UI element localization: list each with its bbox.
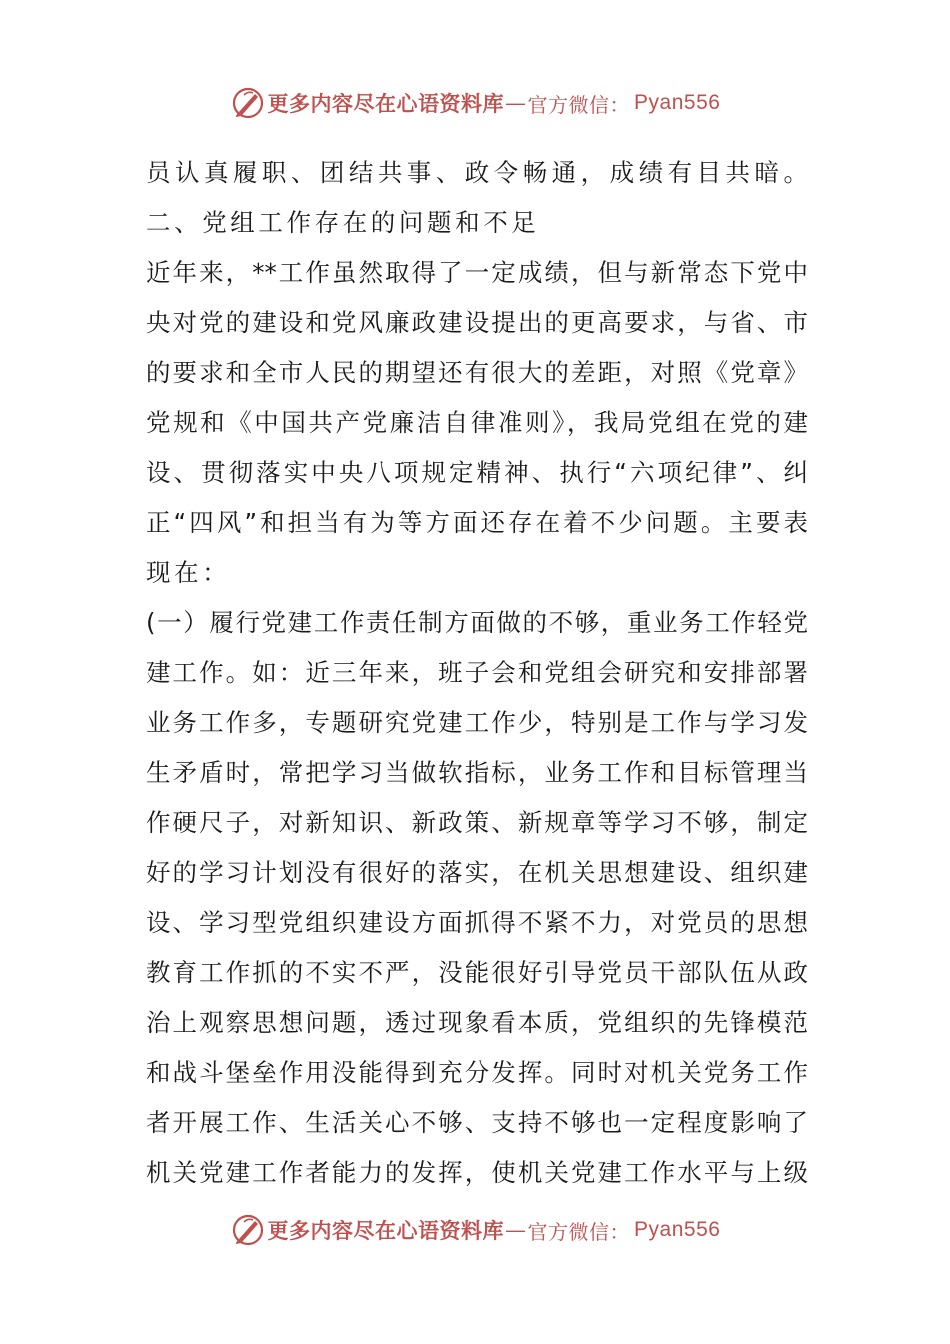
- pen-circle-logo-icon: [230, 1212, 266, 1248]
- text-line: 近年来，**工作虽然取得了一定成绩，但与新常态下党中: [146, 258, 808, 287]
- banner-separator: —: [505, 1218, 527, 1242]
- text-line: 的要求和全市人民的期望还有很大的差距，对照《党章》: [146, 358, 808, 387]
- header-watermark-banner: [0, 83, 950, 123]
- text-line: 者开展工作、生活关心不够、支持不够也一定程度影响了: [146, 1108, 808, 1137]
- banner-site-text: 更多内容尽在心语资料库: [267, 1218, 505, 1243]
- subsection-heading-line: (一）履行党建工作责任制方面做的不够，重业务工作轻党: [146, 608, 808, 637]
- banner-wechat-label: 官方微信：: [527, 92, 631, 117]
- banner-separator: —: [505, 91, 527, 115]
- document-body: [146, 148, 808, 1198]
- text-line: 设、学习型党组织建设方面抓得不紧不力，对党员的思想: [146, 908, 808, 937]
- pen-circle-logo-icon: [230, 85, 266, 121]
- text-line: 生矛盾时，常把学习当做软指标，业务工作和目标管理当: [146, 758, 808, 787]
- banner-wechat-id: Pyan556: [634, 91, 721, 114]
- text-line: 员认真履职、团结共事、政令畅通，成绩有目共暗。: [146, 158, 808, 187]
- text-line: 治上观察思想问题，透过现象看本质，党组织的先锋模范: [146, 1008, 808, 1037]
- banner-site-text: 更多内容尽在心语资料库: [267, 91, 505, 116]
- text-line: 正“四风”和担当有为等方面还存在着不少问题。主要表: [146, 508, 808, 537]
- banner-wechat-label: 官方微信：: [527, 1219, 631, 1244]
- text-line: 作硬尺子，对新知识、新政策、新规章等学习不够，制定: [146, 808, 808, 837]
- banner-wechat-id: Pyan556: [634, 1218, 721, 1241]
- text-line: 和战斗堡垒作用没能得到充分发挥。同时对机关党务工作: [146, 1058, 808, 1087]
- text-line: 设、贯彻落实中央八项规定精神、执行“六项纪律”、纠: [146, 458, 808, 487]
- text-line: 好的学习计划没有很好的落实，在机关思想建设、组织建: [146, 858, 808, 887]
- section-heading: 二、党组工作存在的问题和不足: [146, 208, 540, 237]
- text-line: 党规和《中国共产党廉洁自律准则》，我局党组在党的建: [146, 408, 808, 437]
- text-line: 现在：: [146, 558, 231, 587]
- footer-watermark-banner: [0, 1210, 950, 1250]
- text-line: 业务工作多，专题研究党建工作少，特别是工作与学习发: [146, 708, 808, 737]
- text-line: 建工作。如：近三年来，班子会和党组会研究和安排部署: [146, 658, 808, 687]
- text-line: 教育工作抓的不实不严，没能很好引导党员干部队伍从政: [146, 958, 808, 987]
- text-line: 机关党建工作者能力的发挥，使机关党建工作水平与上级: [146, 1158, 808, 1187]
- text-line: 央对党的建设和党风廉政建设提出的更高要求，与省、市: [146, 308, 808, 337]
